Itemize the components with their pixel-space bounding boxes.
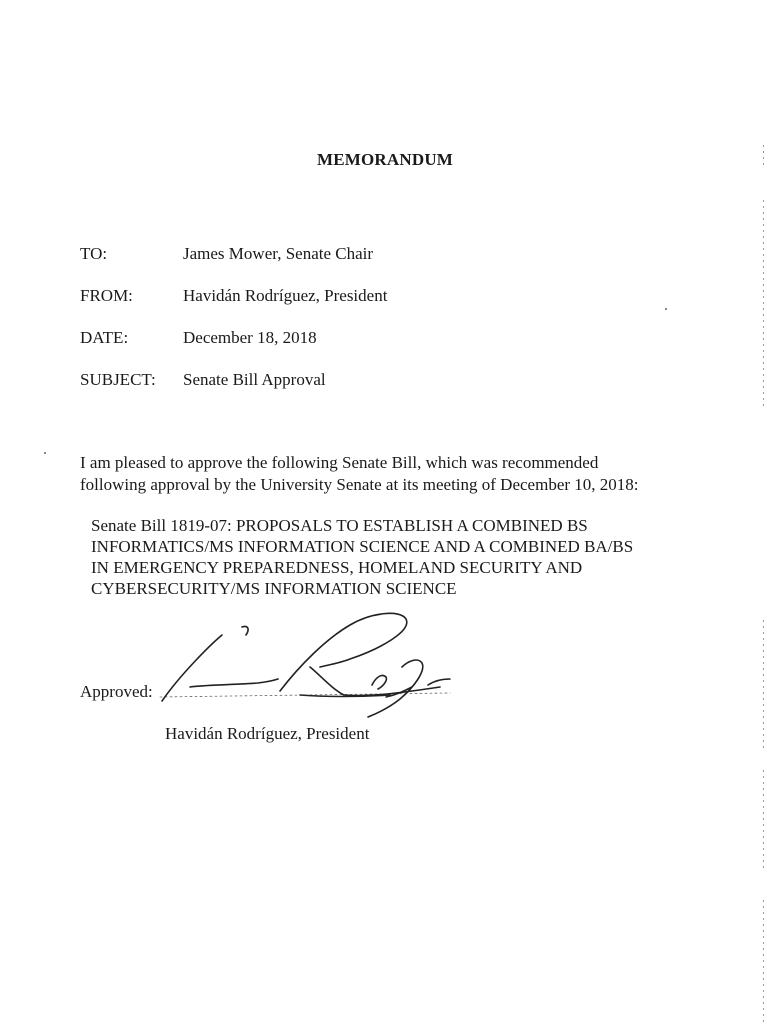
scan-artifact xyxy=(763,900,764,1024)
date-label: DATE: xyxy=(80,328,129,347)
approval-paragraph-line: following approval by the University Senate at its meeting of December 10, 2018: xyxy=(80,475,639,494)
senate-bill-text xyxy=(91,515,691,599)
handwritten-signature xyxy=(150,605,480,725)
subject-value: Senate Bill Approval xyxy=(183,370,326,389)
subject-row xyxy=(80,370,326,390)
approval-paragraph xyxy=(80,452,690,496)
scan-artifact xyxy=(763,200,764,410)
approval-paragraph-line: I am pleased to approve the following Senate Bill, which was recommended xyxy=(80,453,599,472)
signer-name: Havidán Rodríguez, President xyxy=(165,724,370,743)
senate-bill-line: INFORMATICS/MS INFORMATION SCIENCE AND A COMBINED BA/BS xyxy=(91,537,634,556)
scan-artifact xyxy=(763,620,764,750)
senate-bill-line: Senate Bill 1819-07: PROPOSALS TO ESTABLISH A COMBINED BS xyxy=(91,516,588,535)
senate-bill-line: IN EMERGENCY PREPAREDNESS, HOMELAND SECURITY AND xyxy=(91,558,583,577)
to-value: James Mower, Senate Chair xyxy=(183,244,374,263)
senate-bill-line: CYBERSECURITY/MS INFORMATION SCIENCE xyxy=(91,579,457,598)
scan-artifact xyxy=(763,770,764,870)
from-row xyxy=(80,286,387,306)
approved-label: Approved: xyxy=(80,682,153,701)
date-value: December 18, 2018 xyxy=(183,328,317,347)
scan-speck xyxy=(665,308,667,310)
date-row xyxy=(80,328,317,348)
memo-title: MEMORANDUM xyxy=(316,150,454,169)
scan-speck xyxy=(44,452,46,454)
subject-label: SUBJECT: xyxy=(80,370,156,389)
from-label: FROM: xyxy=(80,286,133,305)
scan-artifact xyxy=(763,145,764,165)
to-row xyxy=(80,244,373,264)
to-label: TO: xyxy=(80,244,108,263)
from-value: Havidán Rodríguez, President xyxy=(183,286,388,305)
